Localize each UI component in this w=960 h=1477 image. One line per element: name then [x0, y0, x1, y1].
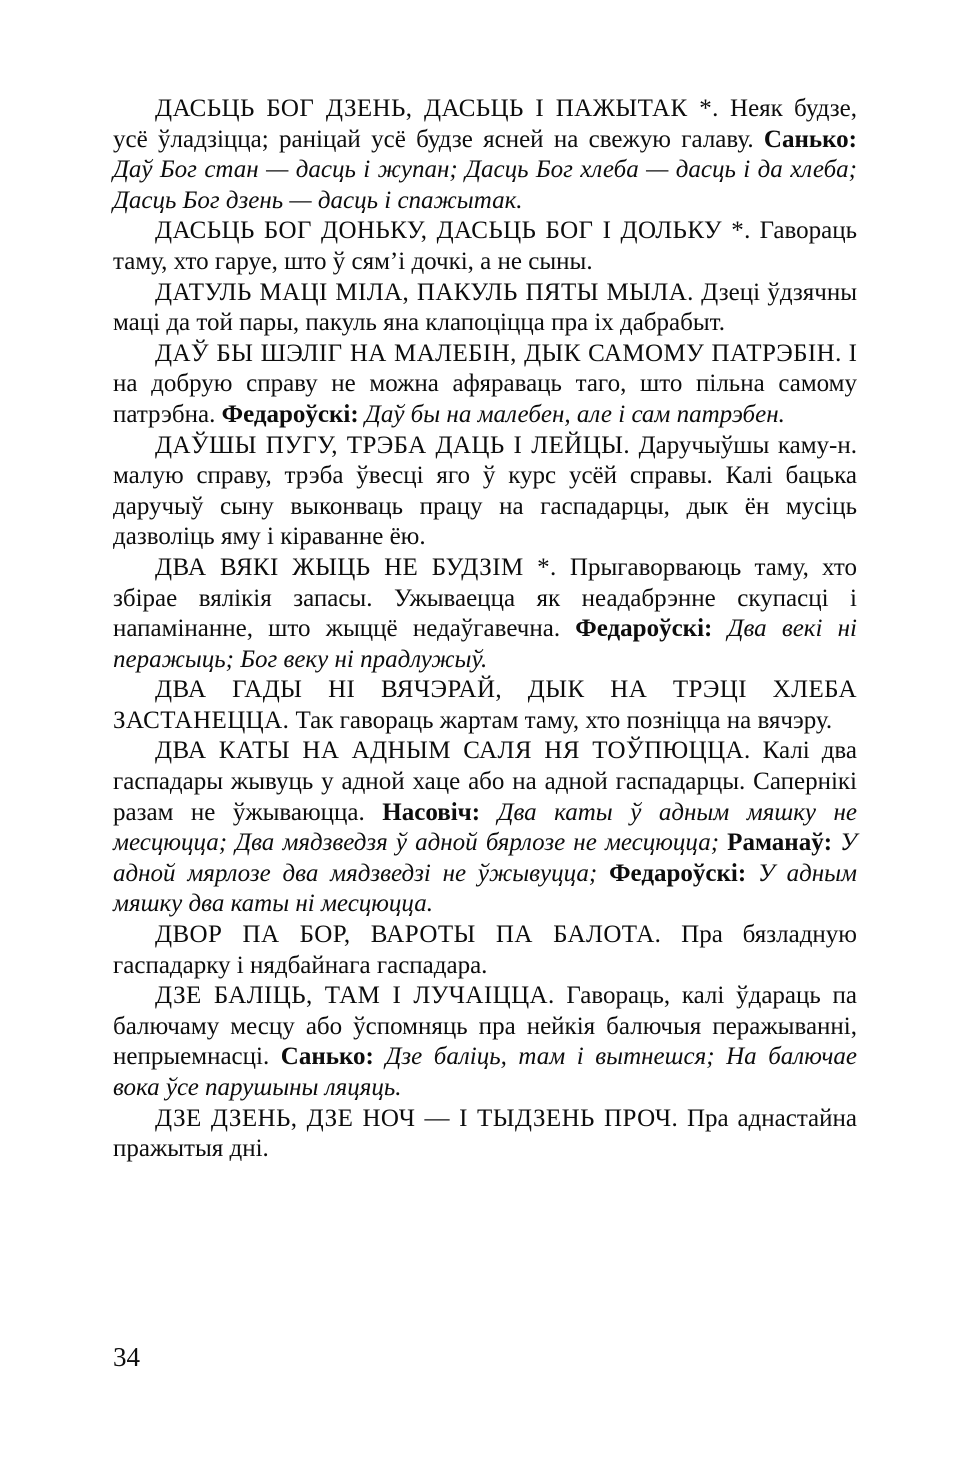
proverb-entry [113, 216, 857, 277]
proverb-headword: ДАСЬЦЬ БОГ ДОНЬКУ, ДАСЬЦЬ БОГ І ДОЛЬКУ *. [155, 217, 751, 245]
page-number: 34 [113, 1342, 140, 1372]
source-name: Федароўскі: [609, 859, 747, 887]
explanation-text: Пра аднастайна пражытыя дні. [113, 1104, 858, 1163]
explanation-text: Гавораць, калі ўдараць па балючаму месцу або ўспомняць пра нейкія балючыя перажыванні, непрыемнасці. [113, 982, 858, 1071]
source-name: Федароўскі: [221, 400, 359, 428]
proverb-headword: ДЗЕ БАЛІЦЬ, ТАМ І ЛУЧАІЦЦА. [155, 982, 555, 1010]
variant-quote: У адным мяшку два каты ні месцюцца. [113, 859, 858, 918]
source-name: Федароўскі: [575, 615, 713, 643]
source-name: Насовіч: [382, 798, 481, 826]
proverb-entry [113, 1104, 857, 1165]
proverb-headword: ДЗЕ ДЗЕНЬ, ДЗЕ НОЧ — І ТЫДЗЕНЬ ПРОЧ. [155, 1104, 679, 1132]
proverb-headword: ДВОР ПА БОР, ВАРОТЫ ПА БАЛОТА. [155, 921, 662, 949]
proverb-headword: ДВА ГАДЫ НІ ВЯЧЭРАЙ, ДЫК НА ТРЭЦІ ХЛЕБА ЗАСТАНЕЦЦА. [113, 676, 857, 734]
proverb-entry [113, 675, 857, 736]
entries-container [113, 94, 857, 1165]
source-name: Санько: [763, 125, 857, 153]
explanation-text: Прыгаворваюць таму, хто збірае вялікія запасы. Ужываецца як неадабрэнне скупасці і напамінанне, што жыццё недаўгавечна. [113, 553, 857, 643]
proverb-entry [113, 278, 857, 339]
proverb-headword: ДВА КАТЫ НА АДНЫМ САЛЯ НЯ ТОЎПЮЦЦА. [155, 737, 751, 765]
explanation-text: І на добрую справу не можна афяраваць таго, што пільна самому патрэбна. [113, 339, 857, 428]
explanation-text: Калі два гаспадары жывуць у адной хаце або на адной гаспадарцы. Сапернікі разам не ўжываюцца. [113, 737, 858, 826]
variant-quote: Два каты ў адным мяшку не месцюцца; Два мядзведзя ў адной бярлозе не месцюцца; [113, 798, 857, 857]
variant-quote: Даў Бог стан — дасць і жупан; Дасць Бог хлеба — дасць і да хлеба; Дасць Бог дзень — дасць і спажытак. [113, 156, 857, 214]
explanation-text: Дзеці ўдзячны маці да той пары, пакуль яна клапоціцца пра іх дабрабыт. [113, 278, 857, 337]
explanation-text: Даручыўшы каму-н. малую справу, трэба ўвесці яго ў курс усёй справы. Калі бацька даручыў сыну выконваць працу на гаспадарцы, дык ён мусіць дазволіць яму і кіраванне ёю. [113, 431, 857, 551]
proverb-entry [113, 94, 857, 216]
variant-quote: У адной мярлозе два мядзведзі не ўжывуцца; [113, 829, 857, 887]
variant-quote: Дзе баліць, там і вытнешся; На балючае вока ўсе парушыны ляцяць. [113, 1043, 858, 1101]
proverb-entry [113, 339, 857, 431]
variant-quote: Два векі ні перажыць; Бог веку ні прадлужыў. [113, 615, 857, 673]
explanation-text: Неяк будзе, усё ўладзіцца; раніцай усё будзе ясней на свежую галаву. [113, 95, 857, 153]
explanation-text: Гавораць таму, хто гаруе, што ў сям’і дочкі, а не сыны. [113, 217, 857, 275]
proverb-entry [113, 920, 857, 981]
proverb-entry [113, 553, 857, 675]
proverb-entry [113, 431, 857, 553]
explanation-text: Так гавораць жартам таму, хто позніцца на вячэру. [295, 706, 833, 734]
proverb-headword: ДВА ВЯКІ ЖЫЦЬ НЕ БУДЗІМ *. [155, 553, 557, 581]
proverb-headword: ДАЎ БЫ ШЭЛІГ НА МАЛЕБІН, ДЫК САМОМУ ПАТРЭБІН. [155, 339, 842, 367]
source-name: Раманаў: [727, 829, 833, 857]
proverb-headword: ДАСЬЦЬ БОГ ДЗЕНЬ, ДАСЬЦЬ І ПАЖЫТАК *. [155, 95, 719, 122]
source-name: Санько: [280, 1043, 374, 1071]
proverb-entry [113, 981, 857, 1103]
explanation-text: Пра бязладную гаспадарку і нядбайнага гаспадара. [113, 921, 857, 979]
proverb-headword: ДАТУЛЬ МАЦІ МІЛА, ПАКУЛЬ ПЯТЫ МЫЛА. [155, 278, 694, 306]
proverb-headword: ДАЎШЫ ПУГУ, ТРЭБА ДАЦЬ І ЛЕЙЦЫ. [155, 431, 631, 459]
variant-quote: Даў бы на малебен, але і сам патрэбен. [364, 400, 785, 428]
proverb-entry [113, 736, 857, 920]
